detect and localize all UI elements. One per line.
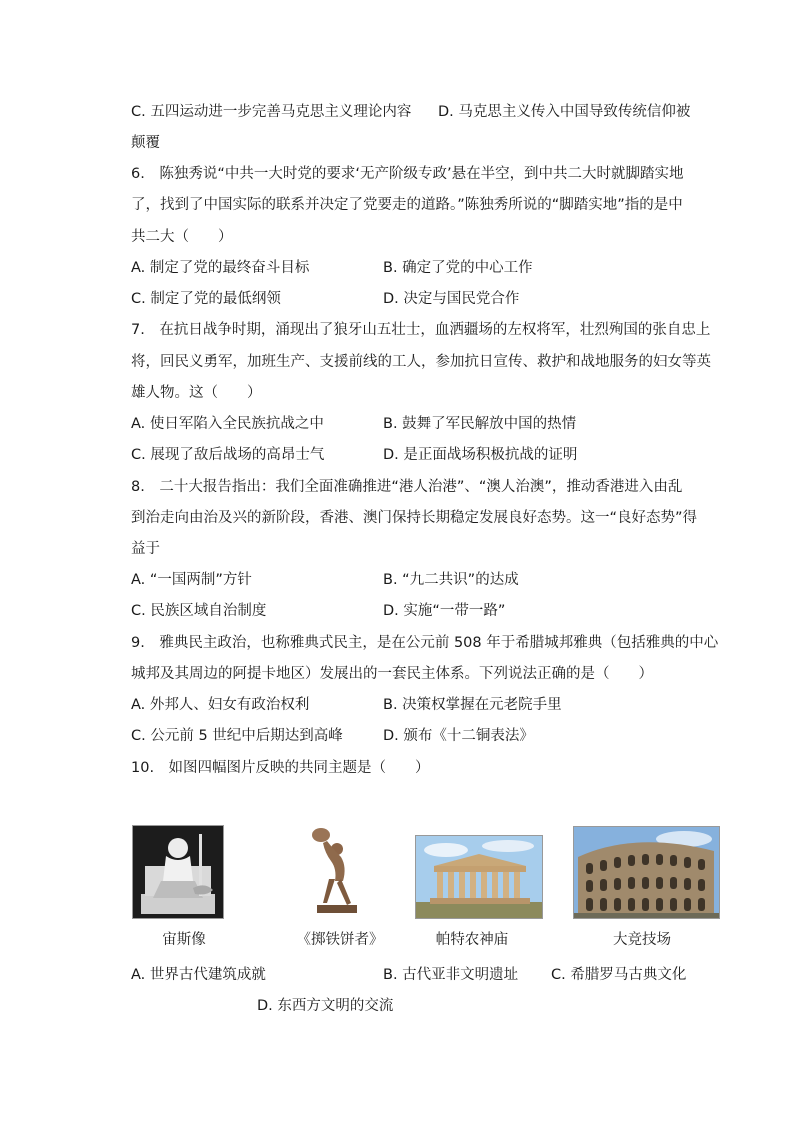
q8-stem-line2: 到治走向由治及兴的新阶段，香港、澳门保持长期稳定发展良好态势。这一“良好态势”得 <box>131 510 698 526</box>
q9-option-d[interactable]: D. 颁布《十二铜表法》 <box>383 728 534 744</box>
q10-option-c[interactable]: C. 希腊罗马古典文化 <box>551 967 687 983</box>
zeus-statue-image <box>132 825 224 919</box>
q7-stem-line2: 将，回民义勇军，加班生产、支援前线的工人，参加抗日宣传、救护和战地服务的妇女等英 <box>131 354 711 370</box>
q6-stem-line2: 了，找到了中国实际的联系并决定了党要走的道路。”陈独秀所说的“脚踏实地”指的是中 <box>131 197 683 213</box>
q9-option-a[interactable]: A. 外邦人、妇女有政治权利 <box>131 697 310 713</box>
caption-discobolus: 《掷铁饼者》 <box>296 932 384 948</box>
discobolus-image <box>300 822 372 919</box>
q6-option-c[interactable]: C. 制定了党的最低纲领 <box>131 291 281 307</box>
parthenon-drawing <box>416 836 542 918</box>
caption-zeus: 宙斯像 <box>162 932 206 948</box>
q10-option-d[interactable]: D. 东西方文明的交流 <box>257 998 394 1014</box>
q10-option-b[interactable]: B. 古代亚非文明遗址 <box>383 967 519 983</box>
q8-option-d[interactable]: D. 实施“一带一路” <box>383 603 506 619</box>
q5-option-d[interactable]: D. 马克思主义传入中国导致传统信仰被 <box>438 104 691 120</box>
q9-stem-line2: 城邦及其周边的阿提卡地区）发展出的一套民主体系。下列说法正确的是（ ） <box>131 666 653 682</box>
q9-option-b[interactable]: B. 决策权掌握在元老院手里 <box>383 697 562 713</box>
q8-option-a[interactable]: A. “一国两制”方针 <box>131 572 252 588</box>
q5-option-c[interactable]: C. 五四运动进一步完善马克思主义理论内容 <box>131 104 412 120</box>
q8-option-b[interactable]: B. “九二共识”的达成 <box>383 572 519 588</box>
q7-option-c[interactable]: C. 展现了敌后战场的高昂士气 <box>131 447 325 463</box>
q6-stem-line3: 共二大（ ） <box>131 229 233 245</box>
q7-stem-line3: 雄人物。这（ ） <box>131 385 262 401</box>
discobolus-drawing <box>301 823 371 918</box>
q7-option-a[interactable]: A. 使日军陷入全民族抗战之中 <box>131 416 324 432</box>
q8-option-c[interactable]: C. 民族区域自治制度 <box>131 603 267 619</box>
colosseum-drawing <box>574 827 719 918</box>
caption-colosseum: 大竞技场 <box>613 932 671 948</box>
q7-stem-line1: 7. 在抗日战争时期，涌现出了狼牙山五壮士，血洒疆场的左权将军，壮烈殉国的张自忠上 <box>131 322 711 338</box>
q6-option-d[interactable]: D. 决定与国民党合作 <box>383 291 520 307</box>
q6-option-b[interactable]: B. 确定了党的中心工作 <box>383 260 533 276</box>
zeus-statue-drawing <box>133 826 223 918</box>
parthenon-image <box>415 835 543 919</box>
q10-option-a[interactable]: A. 世界古代建筑成就 <box>131 967 266 983</box>
q6-stem-line1: 6. 陈独秀说“中共一大时党的要求‘无产阶级专政’悬在半空，到中共二大时就脚踏实地 <box>131 166 684 182</box>
q9-option-c[interactable]: C. 公元前 5 世纪中后期达到高峰 <box>131 728 343 744</box>
q8-stem-line3: 益于 <box>131 541 160 557</box>
q9-stem-line1: 9. 雅典民主政治，也称雅典式民主，是在公元前 508 年于希腊城邦雅典（包括雅典的中心 <box>131 635 719 651</box>
q7-option-b[interactable]: B. 鼓舞了军民解放中国的热情 <box>383 416 577 432</box>
q8-stem-line1: 8. 二十大报告指出：我们全面准确推进“港人治港”、“澳人治澳”，推动香港进入由乱 <box>131 479 683 495</box>
q6-option-a[interactable]: A. 制定了党的最终奋斗目标 <box>131 260 310 276</box>
caption-parthenon: 帕特农神庙 <box>435 932 509 948</box>
q10-stem-line1: 10. 如图四幅图片反映的共同主题是（ ） <box>131 760 430 776</box>
colosseum-image <box>573 826 720 919</box>
q7-option-d[interactable]: D. 是正面战场积极抗战的证明 <box>383 447 578 463</box>
q5-option-d-cont: 颠覆 <box>131 135 160 151</box>
